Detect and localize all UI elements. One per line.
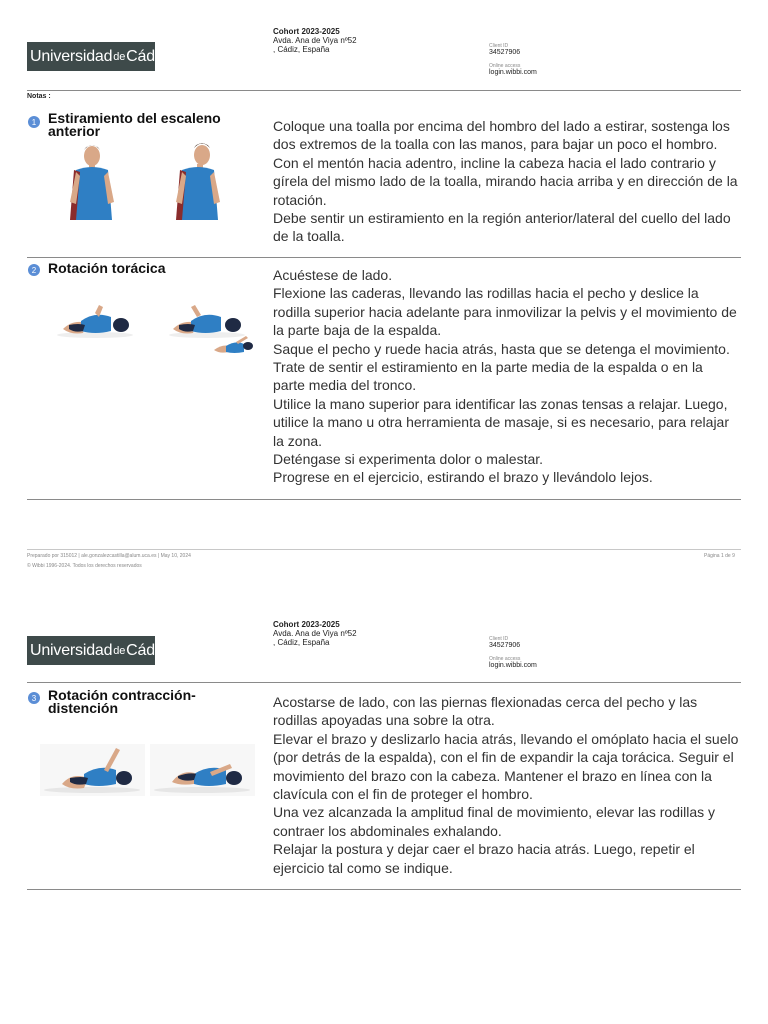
- exercise-description: [273, 693, 743, 877]
- footer-prepared-by: Preparado por 315012 | ale.gonzalezcastilla@alum.uca.es | May 10, 2024: [27, 553, 191, 559]
- client-info: [489, 43, 537, 77]
- description-line: de la toalla.: [273, 228, 345, 245]
- client-id-label: Client ID: [489, 636, 509, 642]
- description-line: rodillas apoyadas una sobre la otra.: [273, 712, 495, 729]
- header-divider: [27, 682, 741, 683]
- client-id-value: 34527906: [489, 642, 521, 649]
- address-line1: Avda. Ana de Viya nº52: [273, 36, 357, 45]
- description-line: Acuéstese de lado.: [273, 267, 393, 283]
- exercise-number-badge: [28, 692, 40, 704]
- section-divider: [27, 257, 741, 258]
- logo-text-tail: Cádiz: [126, 47, 167, 65]
- online-access-link[interactable]: login.wibbi.com: [489, 69, 537, 76]
- description-line: la parte baja de la espalda.: [273, 322, 442, 339]
- header-divider: [27, 90, 741, 91]
- section-divider: [27, 889, 741, 890]
- description-line: contraer los abdominales exhalando.: [273, 822, 502, 839]
- description-line: Flexione las caderas, llevando las rodillas hacia el pecho y deslice la: [273, 285, 699, 302]
- description-line: Utilice la mano superior para identificar las zonas tensas a relajar. Luego,: [273, 395, 728, 412]
- description-line: rodilla superior hacia adelante para inmovilizar la pelvis y el movimiento de: [273, 303, 737, 320]
- description-line: rotación.: [273, 191, 327, 208]
- description-line: dos extremos de la toalla con las manos, para bajar un poco el hombro.: [273, 136, 718, 153]
- logo-text-de: de: [113, 644, 126, 657]
- notes-label: Notas :: [27, 93, 51, 100]
- client-id-value: 34527906: [489, 49, 521, 56]
- exercise-3-image-1: [40, 744, 145, 796]
- footer-divider: [27, 549, 741, 550]
- exercise-1-image-1: [62, 142, 122, 222]
- clinic-address: [273, 27, 357, 54]
- description-line: Relajar la postura y dejar caer el brazo hacia atrás. Luego, repetir el: [273, 841, 695, 858]
- exercise-title-line2: anterior: [48, 123, 101, 139]
- university-logo: [27, 42, 167, 71]
- description-line: clavícula con el fin de proteger el hombro.: [273, 786, 533, 803]
- exercise-number-badge: [28, 116, 40, 128]
- description-line: (por detrás de la espalda), con el fin de expandir la caja torácica. Seguir el: [273, 749, 734, 766]
- footer-copyright: © Wibbi 1996-2024. Todos los derechos reservados: [27, 563, 142, 569]
- logo-text-de: de: [113, 50, 126, 63]
- clinic-address: [273, 620, 357, 647]
- description-line: utilice la mano u otra herramienta de masaje, si es necesario, para relajar: [273, 414, 730, 431]
- exercise-number: 1: [31, 117, 37, 127]
- description-line: Con el mentón hacia adentro, incline la cabeza hacia el lado contrario y: [273, 154, 716, 171]
- address-line1: Avda. Ana de Viya nº52: [273, 629, 357, 638]
- logo-text-main: Universidad: [30, 47, 113, 65]
- description-line: Elevar el brazo y deslizarlo hacia atrás, llevando el omóplato hacia el suelo: [273, 730, 739, 747]
- section-divider: [27, 499, 741, 500]
- online-access-label: Online access: [489, 656, 521, 662]
- exercise-number: 2: [31, 265, 37, 275]
- exercise-2-image-1: [55, 295, 135, 340]
- description-line: Saque el pecho y ruede hacia atrás, hasta que se detenga el movimiento.: [273, 340, 730, 357]
- exercise-title: [48, 112, 268, 138]
- exercise-3-image-2: [150, 744, 255, 796]
- description-line: movimiento del brazo con la cabeza. Mantener el brazo en línea con la: [273, 767, 712, 784]
- address-line2: , Cádiz, España: [273, 45, 330, 54]
- exercise-title-line2: distención: [48, 700, 119, 716]
- client-id-label: Client ID: [489, 43, 509, 49]
- exercise-number-badge: [28, 264, 40, 276]
- client-info: [489, 636, 537, 670]
- exercise-title-line1: Estiramiento del escaleno: [48, 110, 221, 126]
- description-line: la zona.: [273, 432, 323, 449]
- description-line: gírela del mismo lado de la toalla, mirando hacia arriba y en dirección de la: [273, 173, 738, 190]
- description-line: Debe sentir un estiramiento en la región anterior/lateral del cuello del lado: [273, 210, 731, 227]
- logo-text-main: Universidad: [30, 641, 113, 659]
- exercise-title-line1: Rotación torácica: [48, 260, 166, 276]
- description-line: Progrese en el ejercicio, estirando el brazo y llevándolo lejos.: [273, 469, 653, 486]
- footer-page-number: Página 1 de 9: [704, 553, 735, 559]
- description-line: Acostarse de lado, con las piernas flexionadas cerca del pecho y las: [273, 694, 698, 710]
- online-access-link[interactable]: login.wibbi.com: [489, 662, 537, 669]
- online-access-label: Online access: [489, 63, 521, 69]
- description-line: parte media del tronco.: [273, 377, 417, 394]
- exercise-title-line1: Rotación contracción-: [48, 687, 196, 703]
- description-line: Una vez alcanzada la amplitud final de movimiento, elevar las rodillas y: [273, 804, 715, 821]
- address-title: Cohort 2023-2025: [273, 620, 340, 629]
- address-line2: , Cádiz, España: [273, 638, 330, 647]
- exercise-description: [273, 117, 743, 246]
- exercise-1-image-2: [168, 142, 228, 222]
- logo-text-tail: Cádiz: [126, 641, 167, 659]
- exercise-number: 3: [31, 693, 37, 703]
- university-logo: [27, 636, 167, 665]
- exercise-title: [48, 262, 268, 275]
- exercise-description: [273, 266, 743, 487]
- exercise-2-image-3: [210, 334, 256, 356]
- description-line: Trate de sentir el estiramiento en la parte media de la espalda o en la: [273, 359, 703, 376]
- address-title: Cohort 2023-2025: [273, 27, 340, 36]
- description-line: ejercicio tal como se indique.: [273, 859, 453, 876]
- description-line: Coloque una toalla por encima del hombro del lado a estirar, sostenga los: [273, 118, 730, 134]
- description-line: Deténgase si experimenta dolor o malestar.: [273, 451, 544, 468]
- exercise-title: [48, 689, 268, 715]
